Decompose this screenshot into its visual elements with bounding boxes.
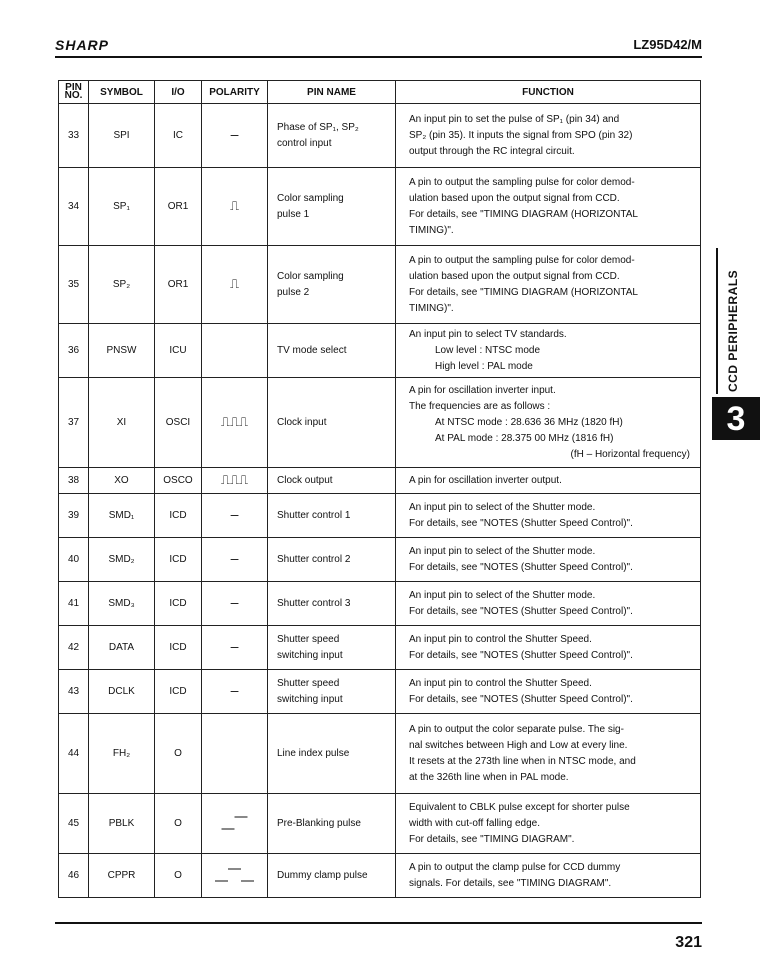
pin-io: ICU [155,324,202,378]
pin-io: OSCO [155,468,202,494]
pin-function [396,714,701,794]
pin-number: 35 [59,246,89,324]
function-line: An input pin to control the Shutter Speed. [409,677,592,689]
function-line: For details, see "NOTES (Shutter Speed Control)". [409,693,633,705]
header-polarity: POLARITY [202,81,268,104]
function-line: For details, see "TIMING DIAGRAM". [409,833,575,845]
polarity-icon: ⎍ [202,168,268,246]
pin-io: OSCI [155,378,202,468]
pin-name-line: Line index pulse [277,747,350,759]
pin-name [268,104,396,168]
pin-name [268,324,396,378]
pin-function [396,104,701,168]
function-line: SP₂ (pin 35). It inputs the signal from SPO (pin 32) [409,129,633,141]
polarity-icon: – [202,494,268,538]
table-row [59,670,701,714]
function-line: A pin to output the sampling pulse for color demod- [409,254,635,266]
pin-name [268,714,396,794]
pin-function [396,468,701,494]
function-line: At NTSC mode : 28.636 36 MHz (1820 fH) [435,416,623,428]
table-row [59,246,701,324]
pin-function [396,494,701,538]
pin-function [396,246,701,324]
pin-number: 40 [59,538,89,582]
pin-function [396,538,701,582]
function-line: at the 326th line when in PAL mode. [409,771,569,783]
pin-io: ICD [155,670,202,714]
pin-name-line: Shutter control 1 [277,509,351,521]
pin-symbol: SMD₃ [89,582,155,626]
pin-number: 46 [59,854,89,898]
pin-name-line: pulse 2 [277,286,310,298]
header-symbol: SYMBOL [89,81,155,104]
pin-number: 38 [59,468,89,494]
header-function: FUNCTION [396,81,701,104]
pin-symbol: PBLK [89,794,155,854]
function-line: A pin to output the clamp pulse for CCD dummy [409,861,621,873]
table-row [59,714,701,794]
polarity-icon: ⎽⎺ [202,794,268,854]
pin-name [268,246,396,324]
polarity-icon: – [202,670,268,714]
pin-number: 33 [59,104,89,168]
pin-symbol: PNSW [89,324,155,378]
brand-logo: SHARP [55,37,110,53]
pin-io: O [155,714,202,794]
pin-function [396,794,701,854]
pin-name-line: Shutter control 3 [277,597,351,609]
pin-name-line: Shutter speed [277,677,340,689]
polarity-icon: ⎍⎍⎍ [202,468,268,494]
pin-number: 41 [59,582,89,626]
table-row [59,324,701,378]
pin-io: ICD [155,494,202,538]
pin-number: 37 [59,378,89,468]
pin-io: ICD [155,626,202,670]
pin-symbol: DATA [89,626,155,670]
pin-number: 39 [59,494,89,538]
header-pin-no: PIN NO. [59,81,89,104]
table-row [59,538,701,582]
function-line: An input pin to select of the Shutter mode. [409,545,596,557]
pin-number: 44 [59,714,89,794]
pin-io: O [155,854,202,898]
pin-number: 42 [59,626,89,670]
pin-name-line: Shutter control 2 [277,553,351,565]
header-rule [55,56,702,58]
table-header [59,81,701,104]
function-line: width with cut-off falling edge. [409,817,541,829]
function-line: An input pin to select of the Shutter mode. [409,501,596,513]
pin-symbol: XI [89,378,155,468]
table-row [59,626,701,670]
pin-function [396,670,701,714]
pin-function [396,324,701,378]
footer-rule [55,922,702,924]
polarity-icon: ⎍⎍⎍ [202,378,268,468]
function-line: For details, see "NOTES (Shutter Speed Control)". [409,649,633,661]
pin-number: 36 [59,324,89,378]
pin-name-line: Phase of SP₁, SP₂ [277,121,359,133]
pin-io: OR1 [155,168,202,246]
function-line: For details, see "NOTES (Shutter Speed Control)". [409,561,633,573]
table-row [59,494,701,538]
function-line: An input pin to select of the Shutter mode. [409,589,596,601]
function-note: (fH – Horizontal frequency) [570,448,690,460]
header-pin-name: PIN NAME [268,81,396,104]
polarity-icon: – [202,104,268,168]
table-row [59,104,701,168]
table-row [59,378,701,468]
polarity-icon: ⎍ [202,246,268,324]
pin-io: OR1 [155,246,202,324]
table-row [59,468,701,494]
pin-symbol: SMD₂ [89,538,155,582]
function-line: TIMING)". [409,302,454,314]
section-divider [716,248,718,394]
function-line: nal switches between High and Low at every line. [409,739,628,751]
pin-name-line: switching input [277,649,343,661]
pin-name [268,854,396,898]
page-number: 321 [675,934,702,951]
polarity-icon: – [202,582,268,626]
pin-symbol: CPPR [89,854,155,898]
pin-symbol: FH₂ [89,714,155,794]
polarity-icon [202,714,268,794]
pin-name [268,378,396,468]
pin-function [396,378,701,468]
function-line: For details, see "TIMING DIAGRAM (HORIZONTAL [409,208,638,220]
function-line: A pin to output the sampling pulse for color demod- [409,176,635,188]
function-line: For details, see "NOTES (Shutter Speed Control)". [409,605,633,617]
pin-name [268,670,396,714]
pin-name [268,538,396,582]
pin-name-line: Color sampling [277,192,344,204]
pin-symbol: DCLK [89,670,155,714]
polarity-icon: ⎽⎺⎽ [202,854,268,898]
function-line: For details, see "NOTES (Shutter Speed Control)". [409,517,633,529]
function-line: An input pin to control the Shutter Speed. [409,633,592,645]
section-title: CCD PERIPHERALS [726,269,740,392]
function-line: High level : PAL mode [435,360,533,372]
function-line: An input pin to set the pulse of SP₁ (pin 34) and [409,113,620,125]
pin-name [268,626,396,670]
chapter-tab: 3 [712,397,760,440]
pin-name-line: Shutter speed [277,633,340,645]
pin-name-line: control input [277,137,332,149]
pin-symbol: XO [89,468,155,494]
pin-io: O [155,794,202,854]
pin-name-line: Pre-Blanking pulse [277,817,361,829]
pin-name-line: pulse 1 [277,208,310,220]
function-line: A pin for oscillation inverter input. [409,384,556,396]
pin-symbol: SMD₁ [89,494,155,538]
pin-name-line: TV mode select [277,344,347,356]
function-line: Low level : NTSC mode [435,344,541,356]
table-row [59,168,701,246]
pin-name [268,468,396,494]
function-line: For details, see "TIMING DIAGRAM (HORIZONTAL [409,286,638,298]
function-line: An input pin to select TV standards. [409,328,567,340]
pin-number: 45 [59,794,89,854]
pin-number: 43 [59,670,89,714]
pin-name [268,794,396,854]
function-line: signals. For details, see "TIMING DIAGRAM". [409,877,612,889]
pin-table [58,80,701,898]
function-line: TIMING)". [409,224,454,236]
pin-function [396,854,701,898]
polarity-icon: – [202,538,268,582]
polarity-icon: – [202,626,268,670]
table-row [59,794,701,854]
function-line: The frequencies are as follows : [409,400,551,412]
pin-io: ICD [155,538,202,582]
pin-name [268,494,396,538]
function-line: output through the RC integral circuit. [409,145,575,157]
pin-io: ICD [155,582,202,626]
pin-function [396,626,701,670]
table-row [59,854,701,898]
function-line: A pin to output the color separate pulse. The sig- [409,723,624,735]
header-io: I/O [155,81,202,104]
pin-name [268,582,396,626]
polarity-icon [202,324,268,378]
pin-symbol: SPI [89,104,155,168]
function-line: At PAL mode : 28.375 00 MHz (1816 fH) [435,432,614,444]
function-line: Equivalent to CBLK pulse except for shorter pulse [409,801,630,813]
function-line: ulation based upon the output signal from CCD. [409,270,620,282]
table-row [59,582,701,626]
pin-function [396,168,701,246]
pin-name-line: switching input [277,693,343,705]
pin-name-line: Dummy clamp pulse [277,869,368,881]
function-line: A pin for oscillation inverter output. [409,474,562,486]
pin-name-line: Color sampling [277,270,344,282]
pin-name-line: Clock output [277,474,333,486]
pin-io: IC [155,104,202,168]
pin-number: 34 [59,168,89,246]
function-line: ulation based upon the output signal from CCD. [409,192,620,204]
part-number: LZ95D42/M [633,37,702,52]
pin-symbol: SP₁ [89,168,155,246]
table-body [59,104,701,898]
pin-name-line: Clock input [277,416,327,428]
function-line: It resets at the 273th line when in NTSC mode, and [409,755,636,767]
pin-name [268,168,396,246]
pin-symbol: SP₂ [89,246,155,324]
pin-function [396,582,701,626]
